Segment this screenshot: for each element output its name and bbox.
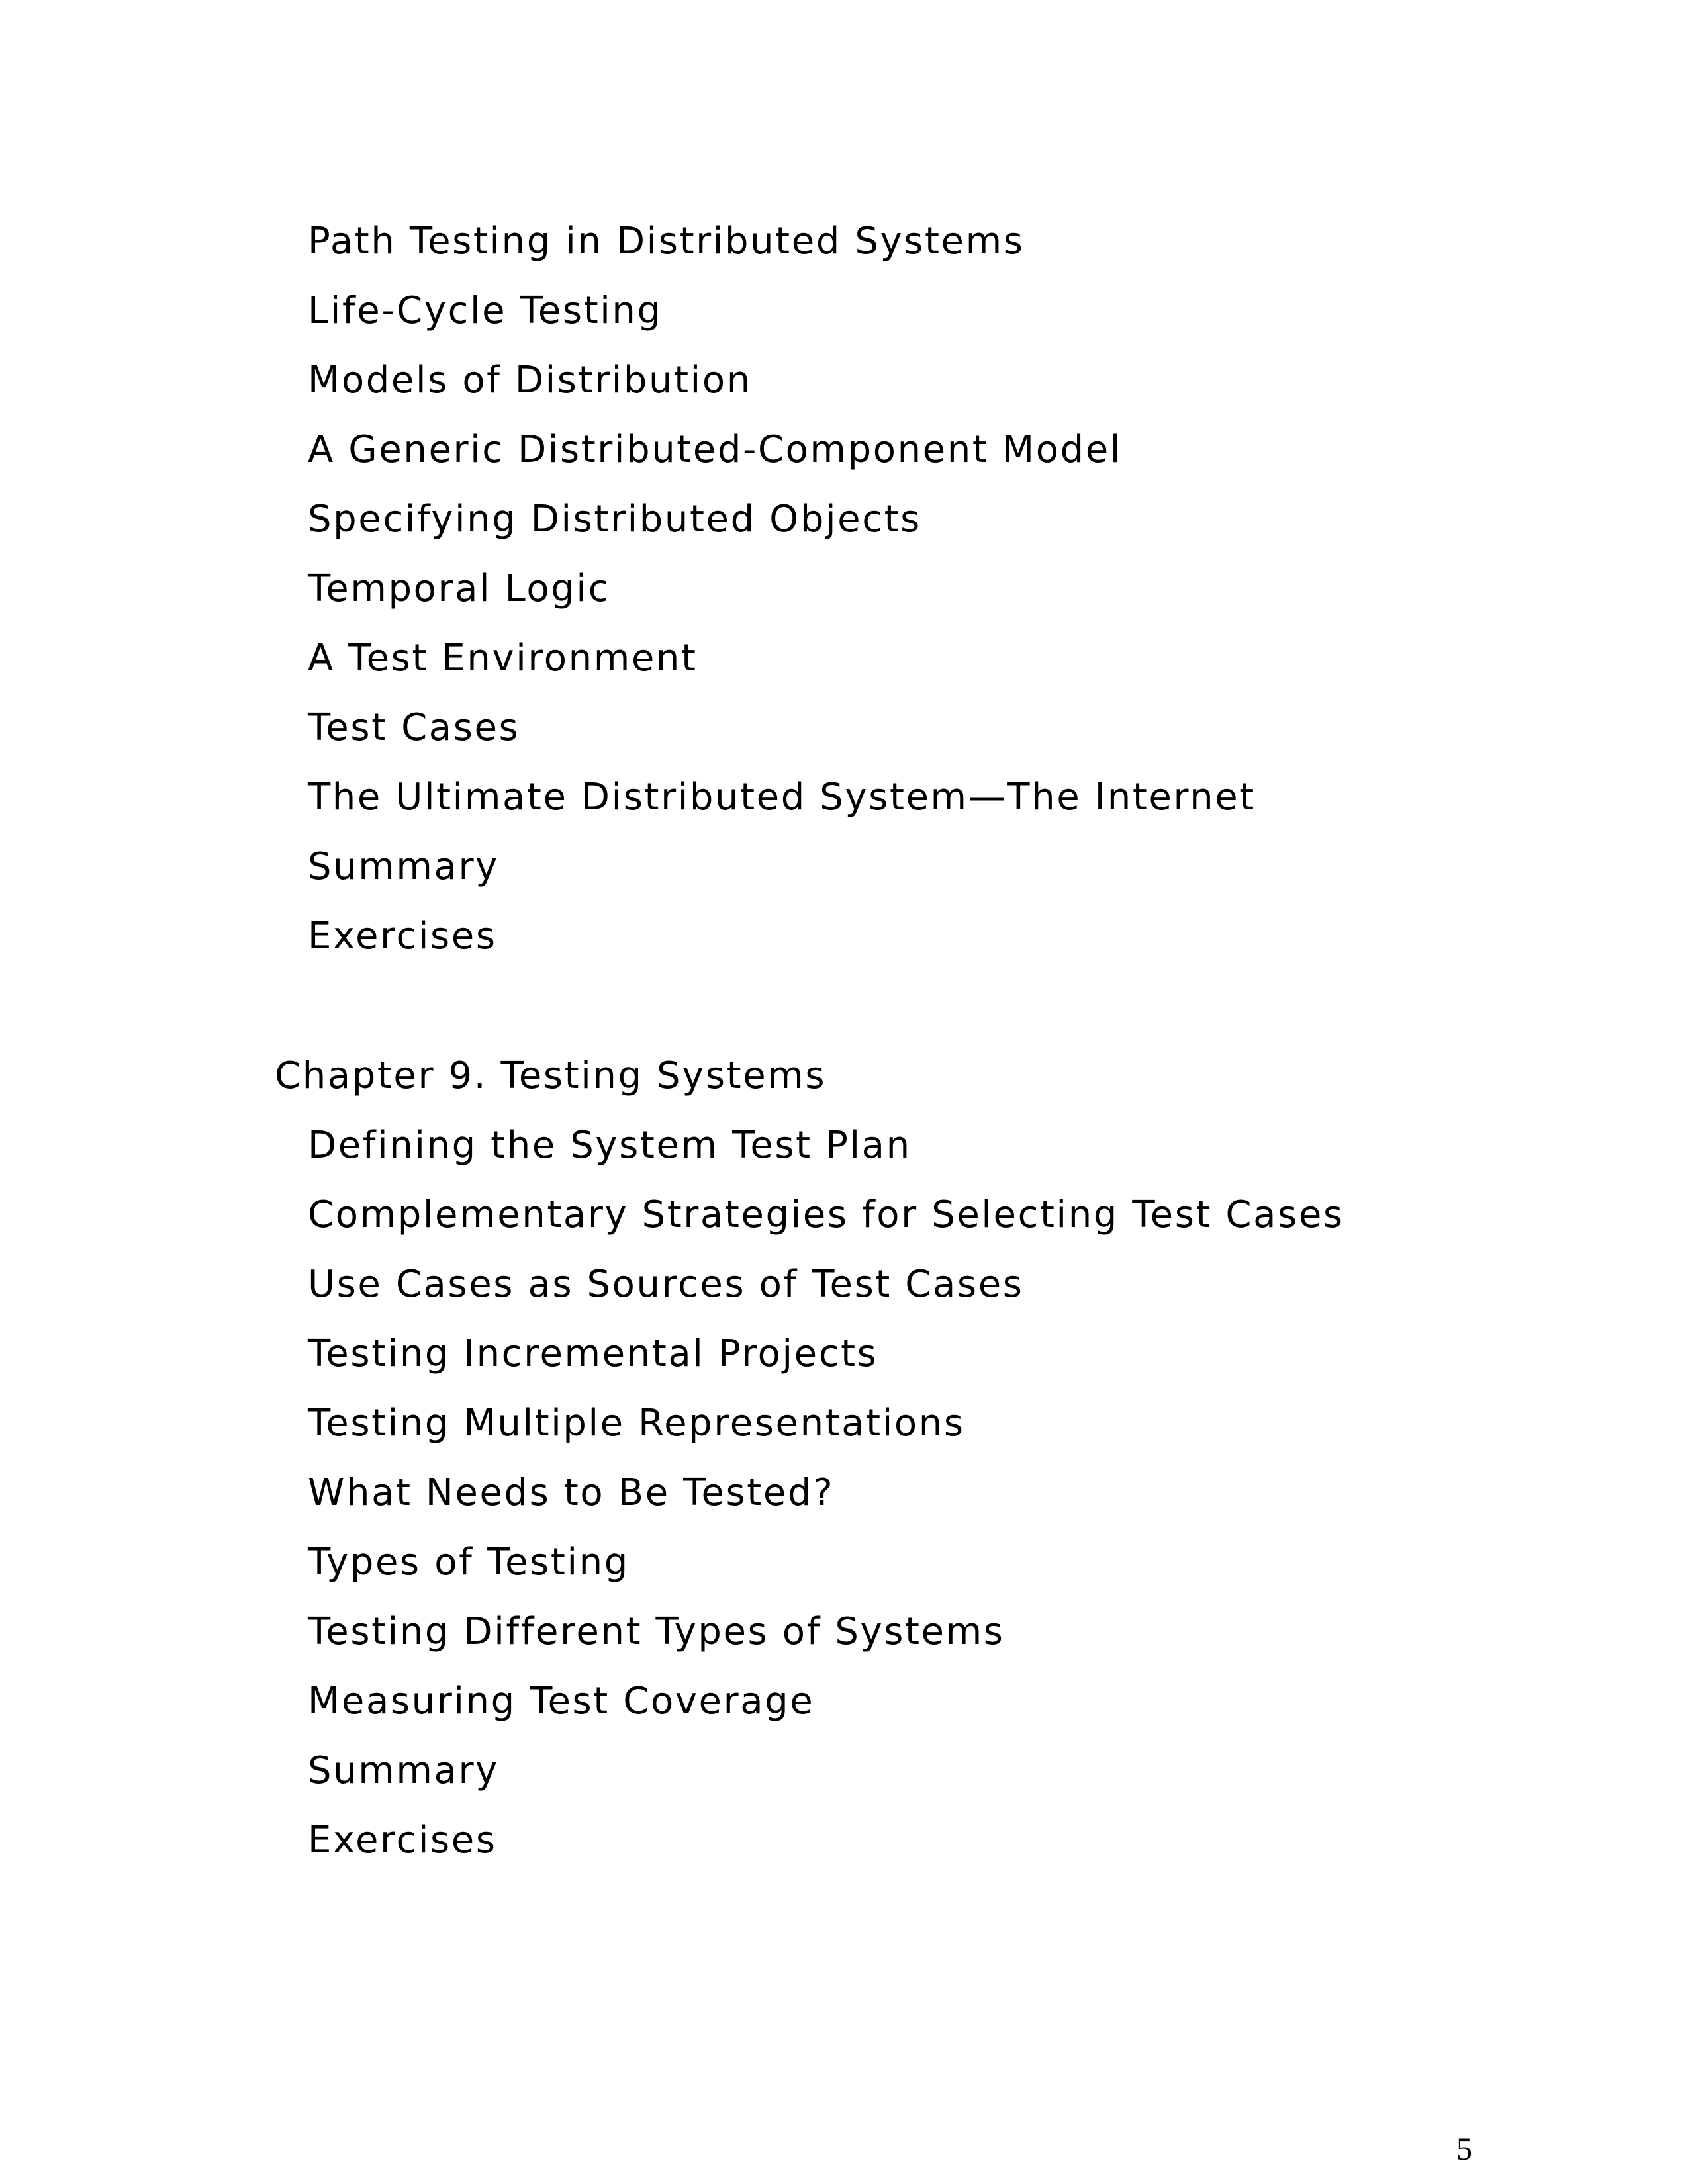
toc-entry: Path Testing in Distributed Systems [308,220,1025,263]
toc-entry: Temporal Logic [308,567,610,610]
toc-entry: A Test Environment [308,637,698,680]
toc-entry: Exercises [308,1819,497,1862]
toc-entry: Measuring Test Coverage [308,1680,815,1723]
toc-entry: Summary [308,1749,499,1792]
toc-entry: Specifying Distributed Objects [308,498,921,541]
toc-entry: Types of Testing [308,1541,630,1584]
toc-entry: Use Cases as Sources of Test Cases [308,1263,1024,1306]
toc-entry: Test Cases [308,706,520,749]
toc-entry: Life-Cycle Testing [308,289,663,332]
toc-entry: Testing Different Types of Systems [308,1610,1005,1653]
page-number: 5 [1456,2132,1472,2167]
toc-entry: Exercises [308,915,497,958]
toc-entry: A Generic Distributed-Component Model [308,428,1122,471]
chapter-heading: Chapter 9. Testing Systems [275,1054,827,1097]
toc-entry: Models of Distribution [308,359,752,402]
toc-entry: The Ultimate Distributed System—The Internet [308,776,1256,819]
toc-entry: Testing Incremental Projects [308,1332,878,1375]
toc-entry: What Needs to Be Tested? [308,1471,835,1514]
toc-entry: Testing Multiple Representations [308,1402,965,1445]
toc-entry: Summary [308,845,499,888]
toc-entry: Defining the System Test Plan [308,1124,912,1167]
toc-entry: Complementary Strategies for Selecting Test Cases [308,1193,1344,1236]
